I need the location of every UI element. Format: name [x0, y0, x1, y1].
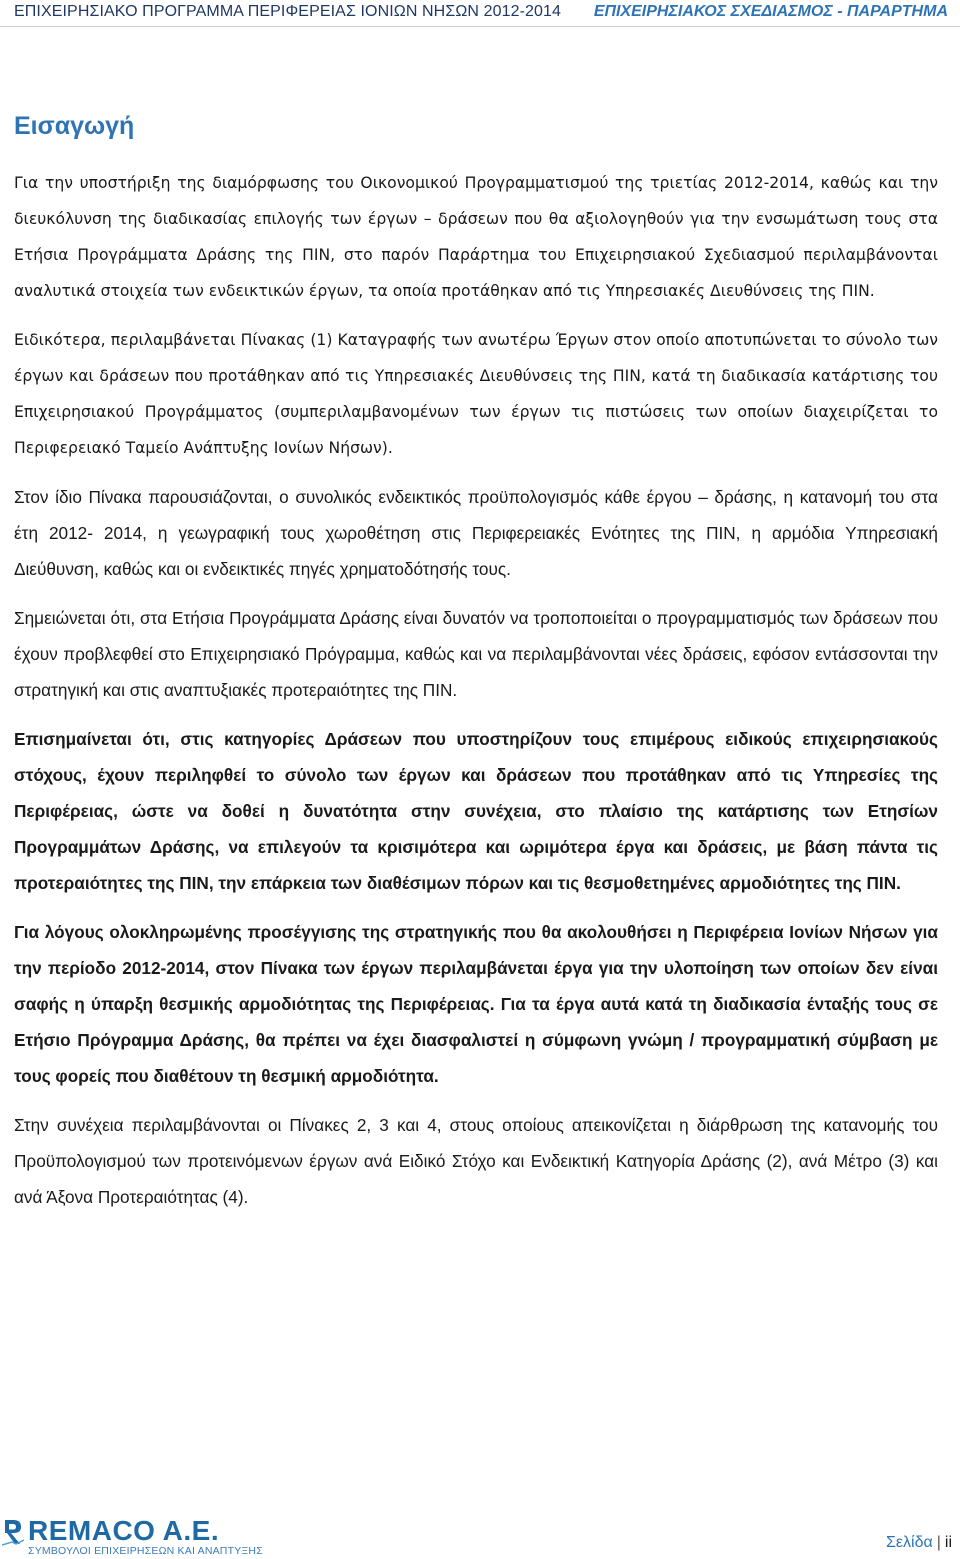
page-separator: |	[936, 1534, 941, 1551]
paragraph-table-1: Ειδικότερα, περιλαμβάνεται Πίνακας (1) Καταγραφής των ανωτέρω Έργων στον οποίο αποτυπώνεται το σύνολο των έργων και δράσεων που προτάθηκαν από τις Υπηρεσιακές Διευθύνσεις της ΠΙΝ, κατά τη διαδικασία κατάρτισης του Επιχειρησιακού Προγράμματος (συμπεριλαμβανομένων των έργων τις πιστώσεις των οποίων διαχειρίζεται το Περιφερειακό Ταμείο Ανάπτυξης Ιονίων Νήσων).	[14, 331, 938, 457]
paragraph-emphasis-approach: Για λόγους ολοκληρωμένης προσέγγισης της στρατηγικής που θα ακολουθήσει η Περιφέρεια Ιονίων Νήσων για την περίοδο 2012-2014, στον Πίνακα των έργων περιλαμβάνεται έργα για την υλοποίηση των οποίων δεν είναι σαφής η ύπαρξη θεσμικής αρμοδιότητας της Περιφέρειας. Για τα έργα αυτά κατά τη διαδικασία ένταξής τους σε Ετήσιο Πρόγραμμα Δράσης, θα πρέπει να έχει διασφαλιστεί η σύμφωνη γνώμη / προγραμματική σύμβαση με τους φορείς που διαθέτουν τη θεσμική αρμοδιότητα.	[14, 922, 938, 1086]
header-program-title: ΕΠΙΧΕΙΡΗΣΙΑΚΟ ΠΡΟΓΡΑΜΜΑ ΠΕΡΙΦΕΡΕΙΑΣ ΙΟΝΙΩΝ ΝΗΣΩΝ 2012-2014	[14, 3, 562, 20]
page-footer	[0, 1500, 960, 1559]
paragraph-annual-programs: Σημειώνεται ότι, στα Ετήσια Προγράμματα Δράσης είναι δυνατόν να τροποποιείται ο προγραμματισμός των δράσεων που έχουν προβλεφθεί στο Επιχειρησιακό Πρόγραμμα, καθώς και να περιλαμβάνονται νέες δράσεις, εφόσον εντάσσονται την στρατηγική και στις αναπτυξιακές προτεραιότητες της ΠΙΝ.	[14, 608, 938, 700]
document-body	[14, 165, 938, 1225]
page-header	[0, 0, 960, 27]
paragraph-table-contents: Στον ίδιο Πίνακα παρουσιάζονται, ο συνολικός ενδεικτικός προϋπολογισμός κάθε έργου – δράσης, η κατανομή του στα έτη 2012- 2014, η γεωγραφική τους χωροθέτηση στις Περιφερειακές Ενότητες της ΠΙΝ, η αρμόδια Υπηρεσιακή Διεύθυνση, καθώς και οι ενδεικτικές πηγές χρηματοδότησής τους.	[14, 487, 938, 579]
paragraph-emphasis-categories: Επισημαίνεται ότι, στις κατηγορίες Δράσεων που υποστηρίζουν τους επιμέρους ειδικούς επιχειρησιακούς στόχους, έχουν περιληφθεί το σύνολο των έργων και δράσεων που προτάθηκαν από τις Υπηρεσίες της Περιφέρειας, ώστε να δοθεί η δυνατότητα στην συνέχεια, στο πλαίσιο της κατάρτισης των Ετησίων Προγραμμάτων Δράσης, να επιλεγούν τα κρισιμότερα και ωριμότερα έργα και δράσεις, με βάση πάντα τις προτεραιότητες της ΠΙΝ, την επάρκεια των διαθέσιμων πόρων και τις θεσμοθετημένες αρμοδιότητες της ΠΙΝ.	[14, 729, 938, 893]
page-label: Σελίδα	[886, 1534, 933, 1551]
logo-company-name: REMACO A.E.	[28, 1515, 220, 1546]
paragraph-intro: Για την υποστήριξη της διαμόρφωσης του Οικονομικού Προγραμματισμού της τριετίας 2012-2014, καθώς και την διευκόλυνση της διαδικασίας επιλογής των έργων – δράσεων που θα αξιολογηθούν για την ενσωμάτωση τους στα Ετήσια Προγράμματα Δράσης της ΠΙΝ, στο παρόν Παράρτημα του Επιχειρησιακού Σχεδιασμού περιλαμβάνονται αναλυτικά στοιχεία των ενδεικτικών έργων, τα οποία προτάθηκαν από τις Υπηρεσιακές Διευθύνσεις της ΠΙΝ.	[14, 174, 938, 300]
page-number	[886, 1534, 952, 1552]
remaco-logo	[0, 1515, 263, 1558]
section-title: Εισαγωγή	[14, 112, 135, 140]
page-number-value: ii	[944, 1534, 952, 1551]
logo-tagline: ΣΥΜΒΟΥΛΟΙ ΕΠΙΧΕΙΡΗΣΕΩΝ ΚΑΙ ΑΝΑΠΤΥΞΗΣ	[28, 1545, 263, 1557]
header-section-title: ΕΠΙΧΕΙΡΗΣΙΑΚΟΣ ΣΧΕΔΙΑΣΜΟΣ - ΠΑΡΑΡΤΗΜΑ	[593, 3, 948, 20]
remaco-logo-icon	[2, 1518, 24, 1546]
paragraph-tables-2-3-4: Στην συνέχεια περιλαμβάνονται οι Πίνακες 2, 3 και 4, στους οποίους απεικονίζεται η διάρθρωση της κατανομής του Προϋπολογισμού των προτεινόμενων έργων ανά Ειδικό Στόχο και Ενδεικτική Κατηγορία Δράσης (2), ανά Μέτρο (3) και ανά Άξονα Προτεραιότητας (4).	[14, 1115, 938, 1207]
